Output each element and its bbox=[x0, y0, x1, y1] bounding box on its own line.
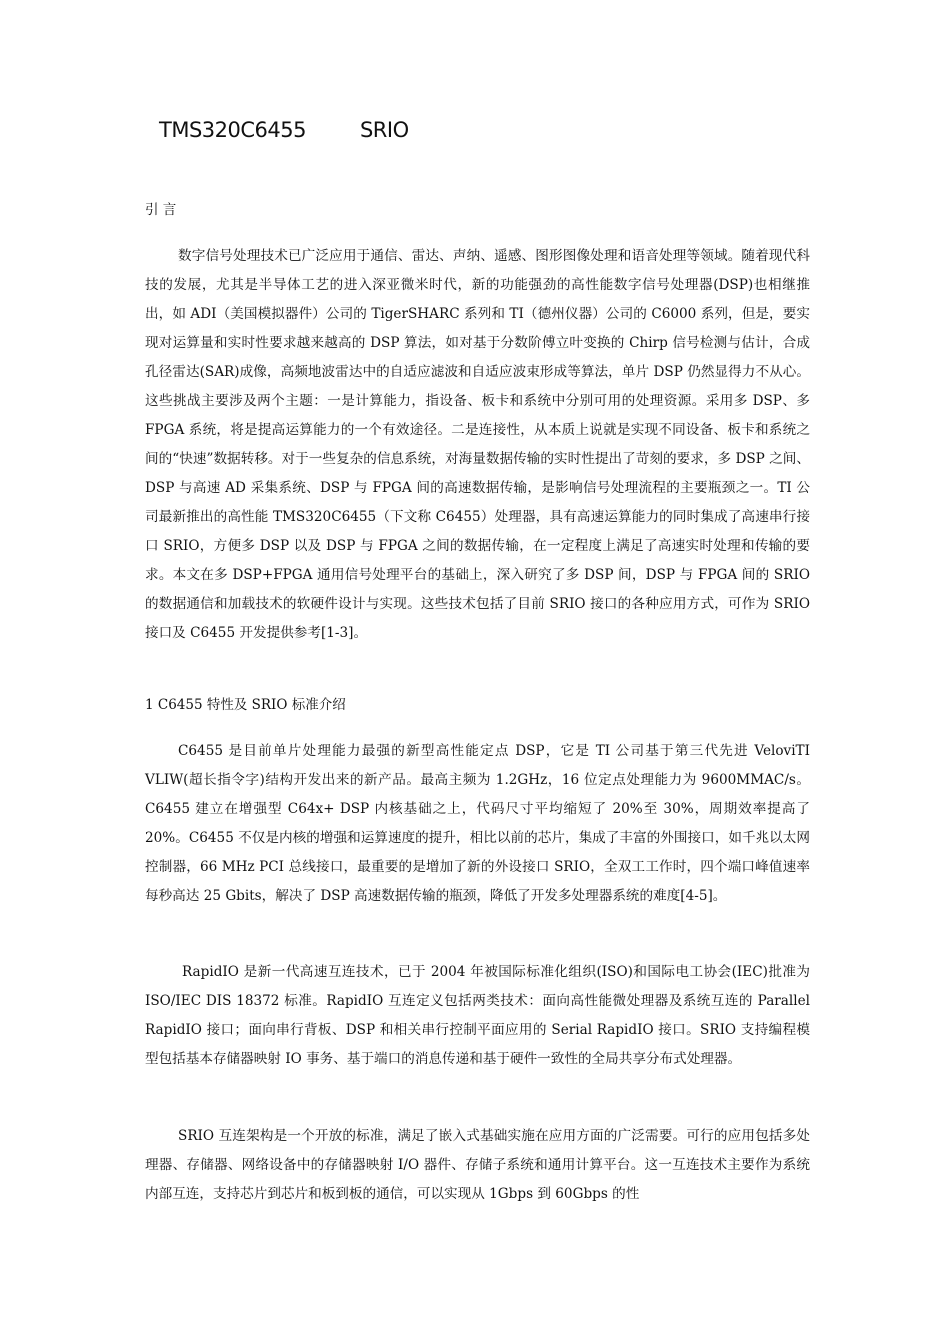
srio-architecture-paragraph: SRIO 互连架构是一个开放的标准，满足了嵌入式基础实施在应用方面的广泛需要。可行的应用包括多处理器、存储器、网络设备中的存储器映射 I/O 器件、存储子系统和通用计算平台。这一互连技术主要作为系统内部互连，支持芯片到芯片和板到板的通信，可以实现从 1Gbps 到 60Gbps 的性 bbox=[145, 1128, 810, 1202]
section-heading-intro: 引 言 bbox=[145, 202, 177, 218]
page-title bbox=[159, 118, 409, 142]
section-heading-c6455-srio: 1 C6455 特性及 SRIO 标准介绍 bbox=[145, 697, 346, 713]
rapidio-paragraph: RapidIO 是新一代高速互连技术，已于 2004 年被国际标准化组织(ISO)和国际电工协会(IEC)批准为 ISO/IEC DIS 18372 标准。RapidIO 互连定义包括两类技术：面向高性能微处理器及系统互连的 Parallel RapidIO 接口；面向串行背板、DSP 和相关串行控制平面应用的 Serial RapidIO 接口。SRIO 支持编程模型包括基本存储器映射 IO 事务、基于端口的消息传递和基于硬件一致性的全局共享分布式处理器。 bbox=[145, 964, 810, 1067]
title-part-1: TMS320C6455 bbox=[159, 118, 306, 142]
intro-paragraph: 数字信号处理技术已广泛应用于通信、雷达、声纳、遥感、图形图像处理和语音处理等领域。随着现代科技的发展，尤其是半导体工艺的进入深亚微米时代，新的功能强劲的高性能数字信号处理器(DSP)也相继推出，如 ADI（美国模拟器件）公司的 TigerSHARC 系列和 TI（德州仪器）公司的 C6000 系列，但是，要实现对运算量和实时性要求越来越高的 DSP 算法，如对基于分数阶傅立叶变换的 Chirp 信号检测与估计，合成孔径雷达(SAR)成像，高频地波雷达中的自适应滤波和自适应波束形成等算法，单片 DSP 仍然显得力不从心。这些挑战主要涉及两个主题：一是计算能力，指设备、板卡和系统中分别可用的处理资源。采用多 DSP、多 FPGA 系统，将是提高运算能力的一个有效途径。二是连接性，从本质上说就是实现不同设备、板卡和系统之间的“快速”数据转移。对于一些复杂的信息系统，对海量数据传输的实时性提出了苛刻的要求，多 DSP 之间、DSP 与高速 AD 采集系统、DSP 与 FPGA 间的高速数据传输，是影响信号处理流程的主要瓶颈之一。TI 公司最新推出的高性能 TMS320C6455（下文称 C6455）处理器，具有高速运算能力的同时集成了高速串行接口 SRIO，方便多 DSP 以及 DSP 与 FPGA 之间的数据传输，在一定程度上满足了高速实时处理和传输的要求。本文在多 DSP+FPGA 通用信号处理平台的基础上，深入研究了多 DSP 间，DSP 与 FPGA 间的 SRIO 的数据通信和加载技术的软硬件设计与实现。这些技术包括了目前 SRIO 接口的各种应用方式，可作为 SRIO 接口及 C6455 开发提供参考[1-3]。 bbox=[145, 248, 810, 641]
c6455-paragraph: C6455 是目前单片处理能力最强的新型高性能定点 DSP，它是 TI 公司基于第三代先进 VeloviTI VLIW(超长指令字)结构开发出来的新产品。最高主频为 1.2GHz，16 位定点处理能力为 9600MMAC/s。C6455 建立在增强型 C64x+ DSP 内核基础之上，代码尺寸平均缩短了 20%至 30%，周期效率提高了 20%。C6455 不仅是内核的增强和运算速度的提升，相比以前的芯片，集成了丰富的外围接口，如千兆以太网控制器，66 MHz PCI 总线接口，最重要的是增加了新的外设接口 SRIO，全双工工作时，四个端口峰值速率每秒高达 25 Gbits，解决了 DSP 高速数据传输的瓶颈，降低了开发多处理器系统的难度[4-5]。 bbox=[145, 743, 810, 904]
title-part-2: SRIO bbox=[359, 118, 409, 142]
